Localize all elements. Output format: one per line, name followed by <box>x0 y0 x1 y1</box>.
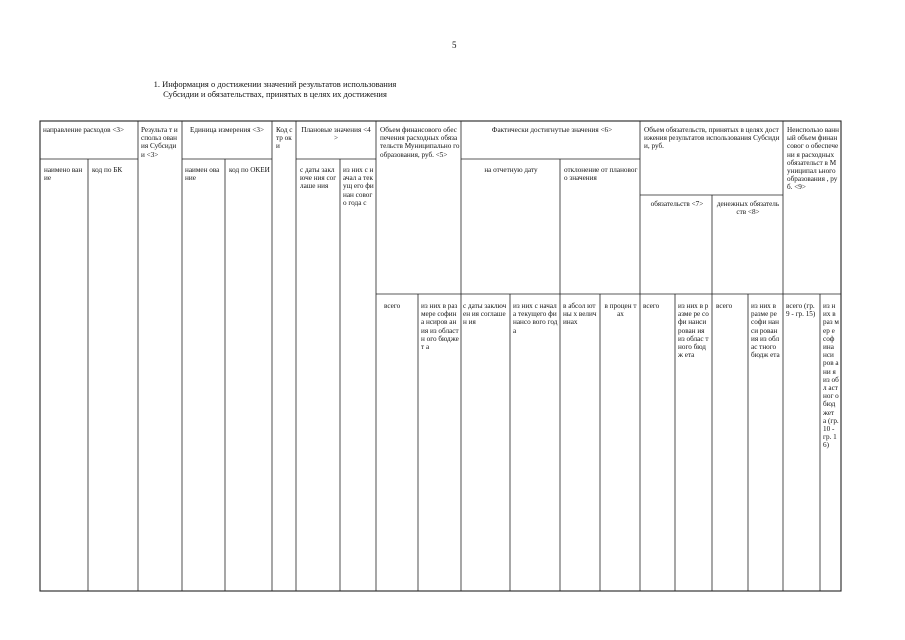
header-otklonenie: отклонение от планового значения <box>564 166 638 183</box>
header-edinica: Единица измерения <3> <box>189 126 265 134</box>
header-denezhnyh-obyazatelstv: денежных обязательств <8> <box>716 200 780 217</box>
header-na-otchetnuyu-datu: на отчетную дату <box>484 166 538 174</box>
header-kod-okei: код по ОКЕИ <box>229 166 270 174</box>
header-v-absolyutnyh-velichinah: в абсол ютны х велич инах <box>563 302 597 327</box>
header-v-procentah: в процен тах <box>604 302 637 319</box>
header-vsego-gr-9-15: всего (гр. 9 - гр. 15) <box>786 302 816 319</box>
header-iz-nih-v-razmere-1: из них в размере софина нсиров ания из областн ого бюджет а <box>421 302 459 352</box>
header-vsego-1: всего <box>384 302 401 310</box>
header-iz-nih-v-razmere-3: из них в разме ре софи нанси рован ия из облас тного бюдж ета <box>751 302 780 360</box>
header-naimenovanie: наимено вание <box>44 166 83 183</box>
header-iz-nih-v-razmere-2: из них в разме ре софи нанси рован ия из облас тного бюдж ета <box>678 302 709 360</box>
header-s-daty-zaklyucheniya: с даты заключе ния соглаше ния <box>300 166 337 191</box>
header-neispolzovannyi-obem: Неиспользо ванный объем финансовог о обеспечени я расходных обязательст в Муниципал ьного образования , руб. <9> <box>787 126 839 192</box>
page-number: 5 <box>452 40 457 50</box>
table-frame <box>40 121 841 591</box>
header-iz-nih-s-nachala-goda: из них с начал а текущ его финан совог о года с <box>343 166 374 207</box>
header-kod-stroki: Код стр оки <box>276 126 293 151</box>
header-kod-bk: код по БК <box>92 166 123 174</box>
section-title: 1. Информация о достижении значений результатов использования Субсидии и обязательствах, принятых в целях их достижения <box>153 79 397 99</box>
header-planovye: Плановые значения <4> <box>301 126 371 143</box>
header-vsego-3: всего <box>716 302 733 310</box>
header-iz-nih-s-nachala-goda-2: из них с начала текущего финансо вого года <box>513 302 558 335</box>
header-fakticheski-dostignutye: Фактически достигнутые значения <6> <box>491 126 613 134</box>
header-obyazatelstv: обязательств <7> <box>650 200 704 208</box>
header-iz-nih-gr-10-16: из них в раз мер е соф ина нси ров ани я из обл аст ног о бюд жет а (гр. 10 - гр. 16) <box>823 302 839 450</box>
header-rezultat: Результа т использ ования Субсиди и <3> <box>141 126 178 159</box>
header-vsego-2: всего <box>643 302 660 310</box>
header-s-daty-zaklyucheniya-2: с даты заключен ия соглашен ия <box>463 302 507 327</box>
header-ed-naimenovanie: наимен ование <box>185 166 220 183</box>
header-napravlenie: направление расходов <3> <box>43 126 125 134</box>
header-obem-finansovogo-obespecheniya: Объем финансового обеспечения расходных обязательств Муниципально го образования, руб. <5> <box>380 126 460 159</box>
header-obem-obyazatelstv: Объем обязательств, принятых в целях достижения результатов использования Субсидии, руб. <box>644 126 780 151</box>
